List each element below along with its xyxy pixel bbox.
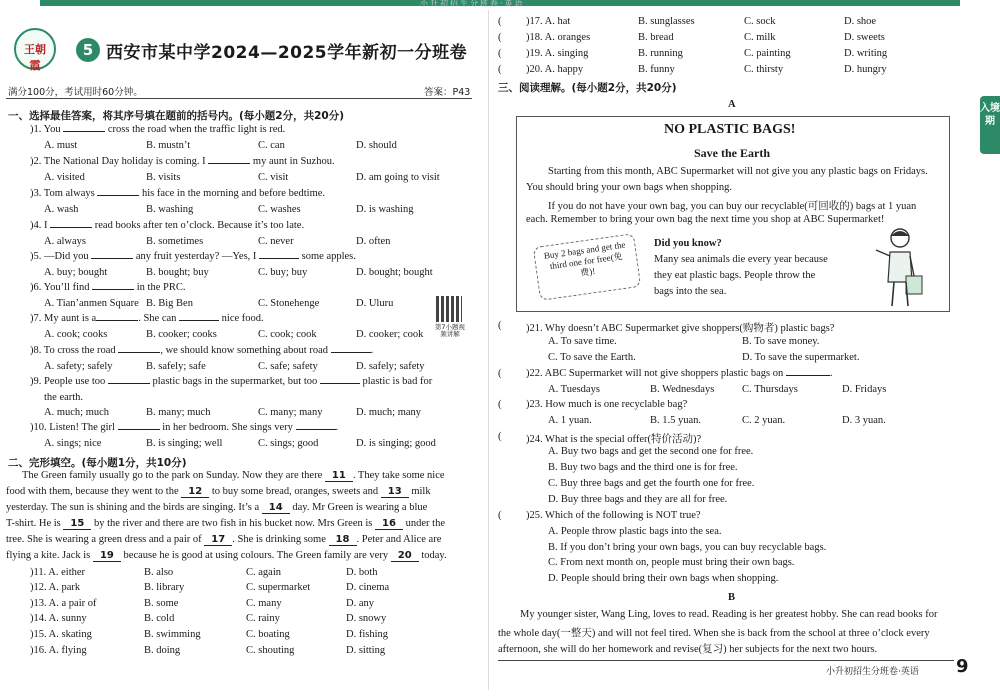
passage-a-text: each. Remember to bring your own bag the next time you shop at ABC Supermarket!	[526, 214, 885, 225]
cloze-q17-c: C. sock	[744, 16, 776, 27]
cloze-line-2: food with them, because they went to the 12 to buy some bread, oranges, sweets and 13 milk	[6, 486, 431, 497]
q6-option-d: D. Uluru	[356, 298, 394, 309]
question-4: )4. I read books after ten o’clock. Because it’s too late.	[30, 220, 305, 231]
cloze-line-6: flying a kite. Jack is 19 because he is good at using colours. The Green family are very 20 today.	[6, 550, 447, 561]
cloze-q14-b: B. cold	[144, 613, 175, 624]
cloze-line-5: tree. She is wearing a green dress and a pair of 17 . She is drinking some 18 . Peter and Alice are	[6, 534, 442, 545]
paren: (	[498, 431, 502, 442]
q22-option-c: C. Thursdays	[742, 384, 798, 395]
q6-option-a: A. Tian’anmen Square	[44, 298, 139, 309]
cloze-q13-c: C. many	[246, 598, 282, 609]
cloze-q20: )20. A. happy	[526, 64, 584, 75]
q8-option-a: A. safety; safely	[44, 361, 113, 372]
question-10: )10. Listen! The girl in her bedroom. She sings very .	[30, 422, 339, 433]
cloze-q14-c: C. rainy	[246, 613, 280, 624]
paren: (	[498, 16, 502, 27]
q1-option-a: A. must	[44, 140, 78, 151]
brand-logo	[14, 28, 56, 70]
q5-option-d: D. bought; bought	[356, 267, 433, 278]
question-9-cont: the earth.	[44, 392, 84, 403]
passage-a-text: Starting from this month, ABC Supermarket will not give you any plastic bags on Fridays.	[548, 166, 928, 177]
q8-option-d: D. safely; safety	[356, 361, 425, 372]
side-tab: 入境期	[980, 96, 1000, 154]
q3-option-c: C. washes	[258, 204, 301, 215]
q4-option-b: B. sometimes	[146, 236, 204, 247]
question-5: )5. —Did you any fruit yesterday? —Yes, I some apples.	[30, 251, 356, 262]
q4-option-a: A. always	[44, 236, 86, 247]
footer-text: 小升初招生分班卷·英语	[826, 667, 919, 677]
answer-page-ref: 答案：P43	[424, 87, 471, 98]
q23-option-b: B. 1.5 yuan.	[650, 415, 702, 426]
cloze-q11-c: C. again	[246, 567, 281, 578]
paren: (	[498, 320, 502, 331]
passage-a-label: A	[728, 99, 736, 110]
question-6: )6. You’ll find in the PRC.	[30, 282, 186, 293]
q7-option-a: A. cook; cooks	[44, 329, 108, 340]
cloze-q14: )14. A. sunny	[30, 613, 87, 624]
cloze-line-1: The Green family usually go to the park on Sunday. Now they are there 11 . They take some nice	[22, 470, 445, 481]
q23-option-d: D. 3 yuan.	[842, 415, 886, 426]
q24-option-d: D. Buy three bags and they are all for free.	[548, 494, 728, 505]
cloze-line-4: T-shirt. He is 15 by the river and there are two fish in his bucket now. Mrs Green is 16 under the	[6, 518, 445, 529]
q22-option-a: A. Tuesdays	[548, 384, 600, 395]
paren: (	[498, 368, 502, 379]
question-25: )25. Which of the following is NOT true?	[526, 510, 701, 521]
cloze-q19-b: B. running	[638, 48, 683, 59]
q25-option-d: D. People should bring their own bags when shopping.	[548, 573, 779, 584]
cloze-q19: )19. A. singing	[526, 48, 589, 59]
q1-option-d: D. should	[356, 140, 397, 151]
q3-option-d: D. is washing	[356, 204, 414, 215]
q25-option-b: B. If you don’t bring your own bags, you can buy recyclable bags.	[548, 542, 827, 553]
cloze-q11: )11. A. either	[30, 567, 86, 578]
offer-tip-bubble: Buy 2 bags and get the third one for free(免费)!	[533, 233, 642, 301]
q24-option-b: B. Buy two bags and the third one is for free.	[548, 462, 738, 473]
question-3: )3. Tom always his face in the morning and before bedtime.	[30, 188, 326, 199]
q3-option-b: B. washing	[146, 204, 194, 215]
q22-option-d: D. Fridays	[842, 384, 887, 395]
paren: (	[498, 48, 502, 59]
passage-b-text: the whole day(一整天) and will not feel tired. When she is back from the school at three o’clock every	[498, 628, 930, 639]
q1-option-b: B. mustn’t	[146, 140, 191, 151]
cloze-q16-b: B. doing	[144, 645, 181, 656]
did-you-know-title: Did you know?	[654, 238, 722, 249]
q8-option-b: B. safely; safe	[146, 361, 206, 372]
paper-number-badge: 5	[76, 38, 100, 62]
cloze-q11-b: B. also	[144, 567, 174, 578]
did-you-know-text: Many sea animals die every year because	[654, 254, 828, 265]
q23-option-a: A. 1 yuan.	[548, 415, 592, 426]
q7-option-b: B. cooker; cooks	[146, 329, 217, 340]
logo-text: 王朝霞	[24, 43, 46, 72]
cloze-q20-d: D. hungry	[844, 64, 887, 75]
q25-option-c: C. From next month on, people must bring their own bags.	[548, 557, 795, 568]
q24-option-a: A. Buy two bags and get the second one for free.	[548, 446, 754, 457]
q8-option-c: C. safe; safety	[258, 361, 318, 372]
passage-b-text: My younger sister, Wang Ling, loves to read. Reading is her greatest hobby. She can read books for	[520, 609, 938, 620]
cloze-q12-b: B. library	[144, 582, 185, 593]
footer-rule	[498, 660, 954, 661]
cloze-q15-d: D. fishing	[346, 629, 388, 640]
cloze-q14-d: D. snowy	[346, 613, 387, 624]
question-7: )7. My aunt is a . She can nice food.	[30, 313, 264, 324]
section-2-title: 二、完形填空。(每小题1分，共10分)	[8, 457, 187, 469]
q10-option-a: A. sings; nice	[44, 438, 102, 449]
cloze-q20-c: C. thirsty	[744, 64, 784, 75]
cloze-q17-d: D. shoe	[844, 16, 877, 27]
q6-option-c: C. Stonehenge	[258, 298, 320, 309]
question-1: )1. You cross the road when the traffic light is red.	[30, 124, 286, 135]
exam-info: 满分100分，考试用时60分钟。	[8, 87, 143, 98]
q2-option-a: A. visited	[44, 172, 85, 183]
page-title: 西安市某中学2024—2025学年新初一分班卷	[106, 43, 468, 63]
q5-option-a: A. buy; bought	[44, 267, 108, 278]
q9-option-b: B. many; much	[146, 407, 211, 418]
paren: (	[498, 64, 502, 75]
page-fold	[488, 10, 489, 690]
question-2: )2. The National Day holiday is coming. I my aunt in Suzhou.	[30, 156, 335, 167]
cloze-q17: )17. A. hat	[526, 16, 571, 27]
q10-option-c: C. sings; good	[258, 438, 319, 449]
cloze-q18-b: B. bread	[638, 32, 674, 43]
cloze-q19-d: D. writing	[844, 48, 888, 59]
header-rule	[6, 98, 472, 99]
paren: (	[498, 399, 502, 410]
cloze-q15-b: B. swimming	[144, 629, 201, 640]
q21-option-b: B. To save money.	[742, 336, 820, 347]
q21-option-d: D. To save the supermarket.	[742, 352, 860, 363]
paren: (	[498, 32, 502, 43]
section-3-title: 三、阅读理解。(每小题2分，共20分)	[498, 82, 677, 94]
page-number: 9	[956, 656, 969, 677]
q3-option-a: A. wash	[44, 204, 79, 215]
q23-option-c: C. 2 yuan.	[742, 415, 786, 426]
cloze-q13-d: D. any	[346, 598, 374, 609]
cloze-q16: )16. A. flying	[30, 645, 87, 656]
passage-a-heading: NO PLASTIC BAGS!	[664, 122, 796, 137]
q21-option-a: A. To save time.	[548, 336, 617, 347]
q22-option-b: B. Wednesdays	[650, 384, 715, 395]
q10-option-b: B. is singing; well	[146, 438, 223, 449]
q25-option-a: A. People throw plastic bags into the sea.	[548, 526, 722, 537]
q4-option-d: D. often	[356, 236, 391, 247]
top-bar-text: 小升初招生分班卷·英语	[420, 0, 525, 8]
cloze-q13: )13. A. a pair of	[30, 598, 97, 609]
q2-option-b: B. visits	[146, 172, 181, 183]
q4-option-c: C. never	[258, 236, 294, 247]
cloze-q15: )15. A. skating	[30, 629, 92, 640]
q9-option-a: A. much; much	[44, 407, 110, 418]
cloze-q17-b: B. sunglasses	[638, 16, 695, 27]
cloze-q18-c: C. milk	[744, 32, 776, 43]
paren: (	[498, 510, 502, 521]
q2-option-d: D. am going to visit	[356, 172, 440, 183]
did-you-know-text: they eat plastic bags. People throw the	[654, 270, 816, 281]
q7-option-c: C. cook; cook	[258, 329, 317, 340]
q9-option-d: D. much; many	[356, 407, 422, 418]
q10-option-d: D. is singing; good	[356, 438, 436, 449]
question-22: )22. ABC Supermarket will not give shoppers plastic bags on .	[526, 368, 833, 379]
cloze-line-3: yesterday. The sun is shining and the birds are singing. It’s a 14 day. Mr Green is wearing a blue	[6, 502, 428, 513]
did-you-know-text: bags into the sea.	[654, 286, 727, 297]
cloze-q16-d: D. sitting	[346, 645, 386, 656]
passage-b-text: afternoon, she will do her homework and revise(复习) her subjects for the next two hours.	[498, 644, 878, 655]
cloze-q20-b: B. funny	[638, 64, 675, 75]
question-21: )21. Why doesn’t ABC Supermarket give shoppers(购物者) plastic bags?	[526, 323, 835, 334]
q21-option-c: C. To save the Earth.	[548, 352, 636, 363]
q7-option-d: D. cooker; cook	[356, 329, 424, 340]
q9-option-c: C. many; many	[258, 407, 323, 418]
question-23: )23. How much is one recyclable bag?	[526, 399, 688, 410]
qr-label: 第7小题视频讲解	[434, 323, 466, 338]
question-9: )9. People use too plastic bags in the supermarket, but too plastic is bad for	[30, 376, 433, 387]
section-1-title: 一、选择最佳答案，将其序号填在题前的括号内。(每小题2分，共20分)	[8, 110, 345, 122]
cloze-q13-b: B. some	[144, 598, 179, 609]
question-8: )8. To cross the road , we should know something about road .	[30, 345, 374, 356]
q2-option-c: C. visit	[258, 172, 289, 183]
cloze-q12: )12. A. park	[30, 582, 81, 593]
cloze-q12-d: D. cinema	[346, 582, 390, 593]
cloze-q18-d: D. sweets	[844, 32, 885, 43]
cloze-q18: )18. A. oranges	[526, 32, 591, 43]
cloze-q16-c: C. shouting	[246, 645, 295, 656]
shopper-illustration	[868, 226, 928, 308]
passage-a-subheading: Save the Earth	[694, 146, 770, 160]
qr-code	[436, 296, 462, 322]
q1-option-c: C. can	[258, 140, 285, 151]
passage-a-text: You should bring your own bags when shopping.	[526, 182, 733, 193]
cloze-q19-c: C. painting	[744, 48, 791, 59]
cloze-q11-d: D. both	[346, 567, 378, 578]
q6-option-b: B. Big Ben	[146, 298, 193, 309]
q5-option-b: B. bought; buy	[146, 267, 209, 278]
cloze-q15-c: C. boating	[246, 629, 290, 640]
cloze-q12-c: C. supermarket	[246, 582, 311, 593]
q5-option-c: C. buy; buy	[258, 267, 308, 278]
passage-b-label: B	[728, 592, 736, 603]
q24-option-c: C. Buy three bags and get the fourth one for free.	[548, 478, 755, 489]
passage-a-text: If you do not have your own bag, you can buy our recyclable(可回收的) bags at 1 yuan	[548, 201, 917, 212]
question-24: )24. What is the special offer(特价活动)?	[526, 434, 702, 445]
